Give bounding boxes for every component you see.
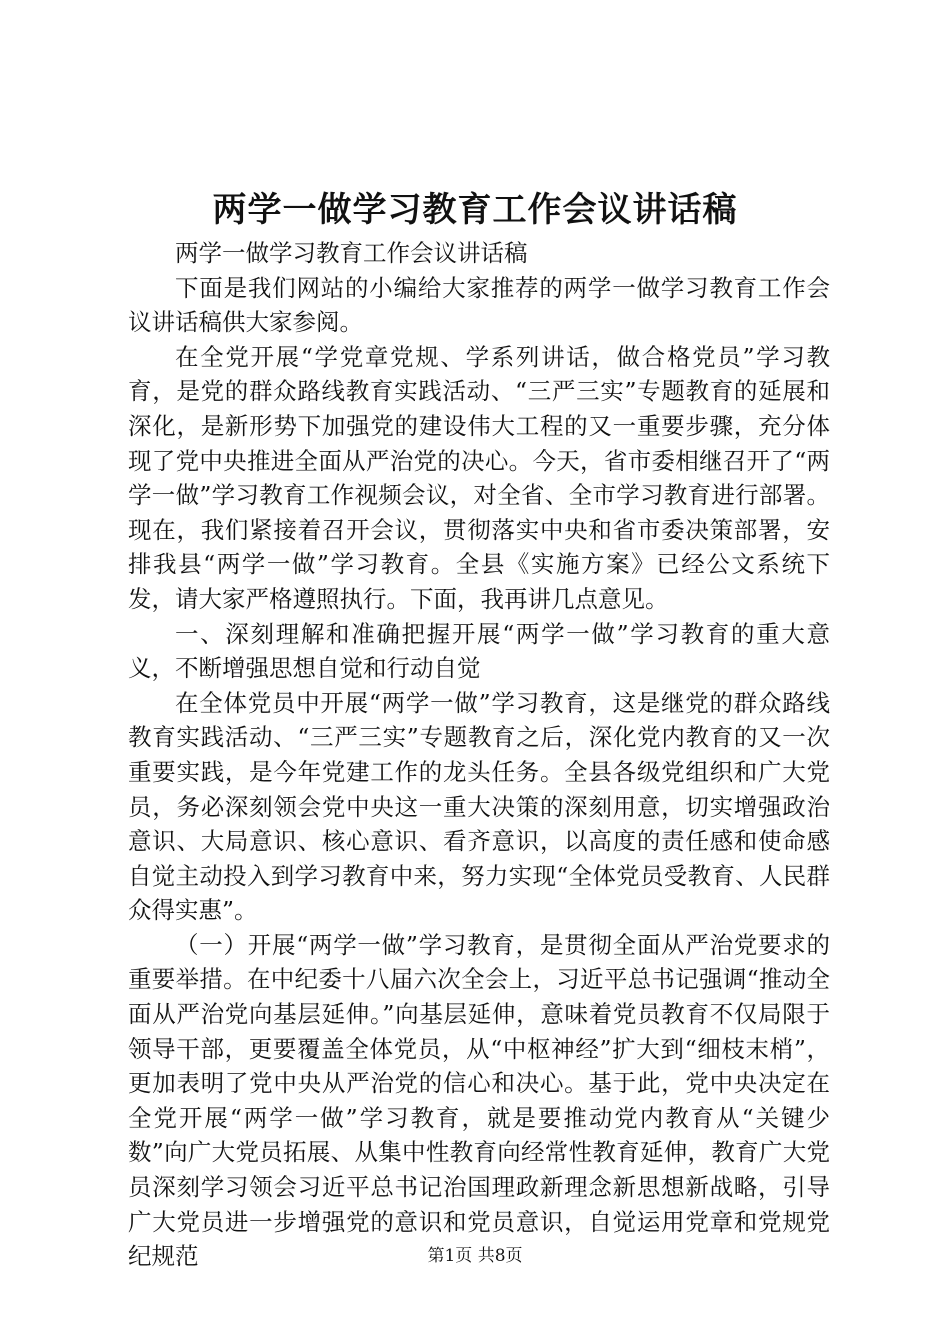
page-footer: 第1页 共8页 bbox=[427, 1246, 523, 1266]
paragraph: 在全党开展“学党章党规、学系列讲话，做合格党员”学习教育，是党的群众路线教育实践活动、“三严三实”专题教育的延展和深化，是新形势下加强党的建设伟大工程的又一重要步骤，充分体现了党中央推进全面从严治党的决心。今天，省市委相继召开了“两学一做”学习教育工作视频会议，对全省、全市学习教育进行部署。现在，我们紧接着召开会议，贯彻落实中央和省市委决策部署，安排我县“两学一做”学习教育。全县《实施方案》已经公文系统下发，请大家严格遵照执行。下面，我再讲几点意见。 bbox=[128, 342, 830, 613]
document-body bbox=[128, 236, 830, 1274]
section-heading: 一、深刻理解和准确把握开展“两学一做”学习教育的重大意义，不断增强思想自觉和行动自觉 bbox=[128, 619, 830, 683]
paragraph: 在全体党员中开展“两学一做”学习教育，这是继党的群众路线教育实践活动、“三严三实”专题教育之后，深化党内教育的又一次重要实践，是今年党建工作的龙头任务。全县各级党组织和广大党员，务必深刻领会党中央这一重大决策的深刻用意，切实增强政治意识、大局意识、核心意识、看齐意识，以高度的责任感和使命感自觉主动投入到学习教育中来，努力实现“全体党员受教育、人民群众得实惠”。 bbox=[128, 688, 830, 925]
paragraph: 下面是我们网站的小编给大家推荐的两学一做学习教育工作会议讲话稿供大家参阅。 bbox=[128, 273, 830, 337]
paragraph: 两学一做学习教育工作会议讲话稿 bbox=[175, 239, 528, 267]
paragraph: （一）开展“两学一做”学习教育，是贯彻全面从严治党要求的重要举措。在中纪委十八届六次全会上，习近平总书记强调“推动全面从严治党向基层延伸。”向基层延伸，意味着党员教育不仅局限于领导干部，更要覆盖全体党员，从“中枢神经”扩大到“细枝末梢”，更加表明了党中央从严治党的信心和决心。基于此，党中央决定在全党开展“两学一做”学习教育，就是要推动党内教育从“关键少数”向广大党员拓展、从集中性教育向经常性教育延伸，教育广大党员深刻学习领会习近平总书记治国理政新理念新思想新战略，引导广大党员进一步增强党的意识和党员意识，自觉运用党章和党规党纪规范 bbox=[128, 930, 830, 1271]
document-title: 两学一做学习教育工作会议讲话稿 bbox=[212, 190, 738, 230]
